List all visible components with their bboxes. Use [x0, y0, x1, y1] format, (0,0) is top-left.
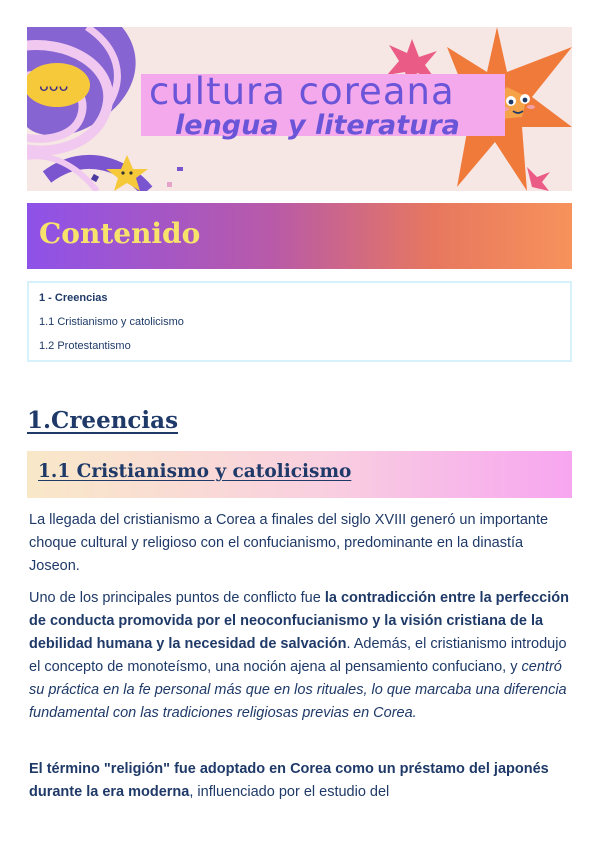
paragraph-2: [29, 587, 571, 725]
paragraph-3-bold: El término "religión" fue adoptado en Corea como un préstamo del japonés durante la era moderna: [29, 761, 549, 800]
section-heading: 1.Creencias: [27, 407, 179, 434]
contents-title: Contenido: [39, 217, 201, 250]
toc-item-creencias[interactable]: 1 - Creencias: [39, 292, 108, 304]
paragraph-2-text-c: . Además, el cristianismo introdujo el concepto de monoteísmo, una noción ajena al pensamiento confuciano, y: [29, 636, 567, 675]
table-of-contents: [27, 281, 572, 362]
subsection-header: [27, 451, 572, 498]
subsection-heading: 1.1 Cristianismo y catolicismo: [38, 461, 352, 482]
banner-title: cultura coreana: [149, 70, 455, 113]
paragraph-2-bold: la contradicción entre la perfección de conducta promovida por el neoconfucianismo y la visión cristiana de la debilidad humana y la necesidad de salvación: [29, 590, 569, 652]
contents-header: [27, 203, 572, 269]
paragraph-2-italic: centró su práctica en la fe personal más que en los rituales, lo que marcaba una diferencia fundamental con las tradiciones religiosas previas en Corea.: [29, 659, 567, 721]
paragraph-3: [29, 758, 571, 804]
sticker-face: ᴗᴗᴗ: [39, 76, 69, 95]
paragraph-2-text-a: Uno de los principales puntos de conflicto fue: [29, 590, 325, 606]
paragraph-3-text: , influenciado por el estudio del: [189, 784, 390, 800]
header-banner: [27, 27, 572, 191]
toc-item-cristianismo[interactable]: 1.1 Cristianismo y catolicismo: [39, 316, 184, 328]
paragraph-1: La llegada del cristianismo a Corea a finales del siglo XVIII generó un importante choque cultural y religioso con el confucianismo, predominante en la dinastía Joseon.: [29, 512, 549, 574]
banner-subtitle: lengua y literatura: [175, 110, 460, 141]
toc-item-protestantismo[interactable]: 1.2 Protestantismo: [39, 340, 131, 352]
